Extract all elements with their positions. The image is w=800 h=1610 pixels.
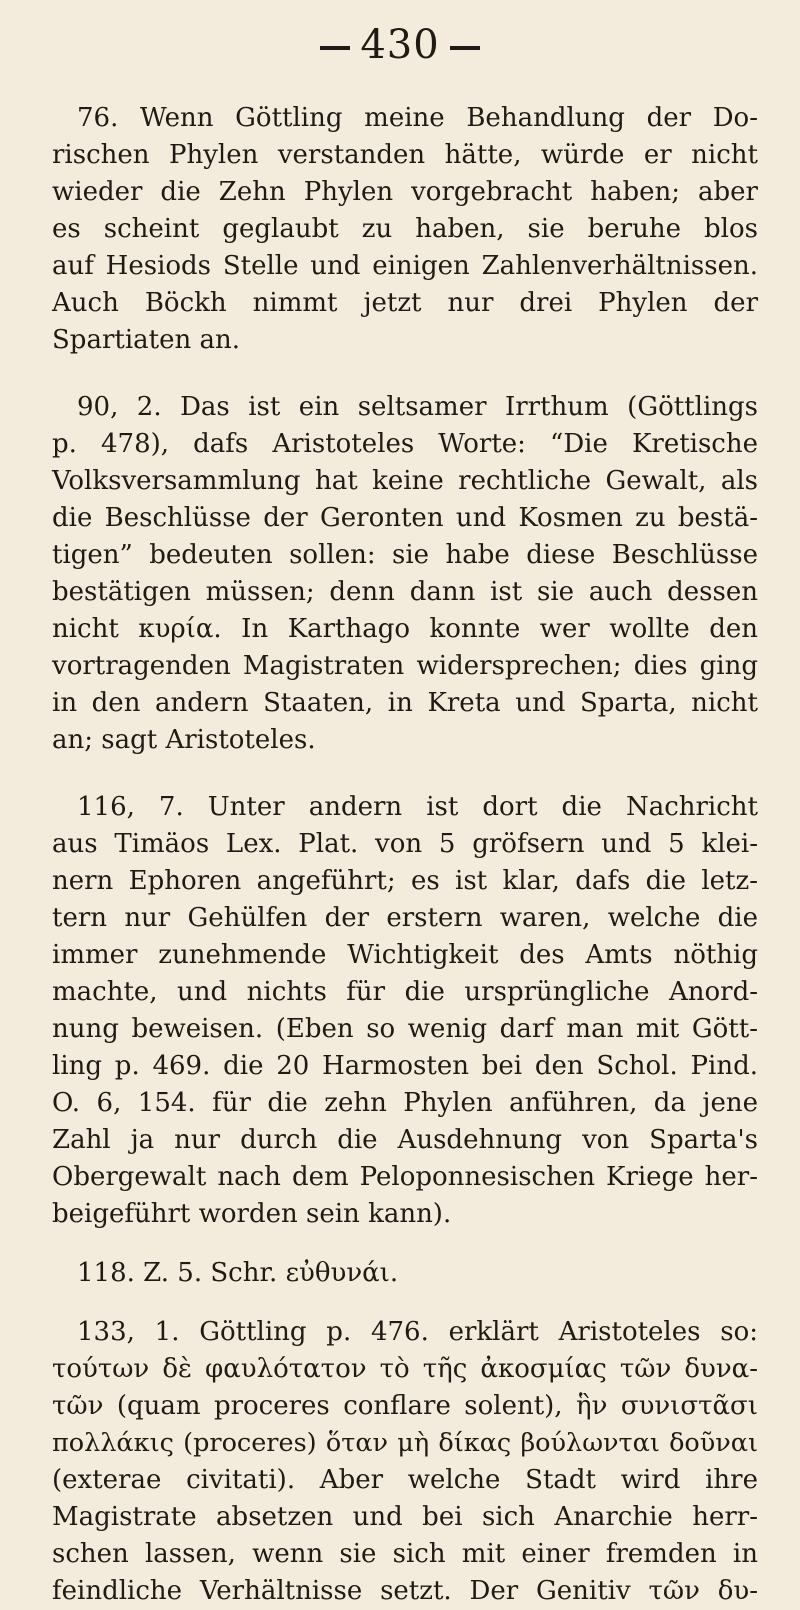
text-line: Obergewalt nach dem Peloponnesischen Kriege her- (52, 1162, 758, 1192)
paragraph-116 (52, 789, 758, 1233)
text-line: 133, 1. Göttling p. 476. erklärt Aristoteles so: (77, 1317, 758, 1347)
text-line: ling p. 469. die 20 Harmosten bei den Schol. Pind. (52, 1051, 758, 1081)
text-line: tern nur Gehülfen der erstern waren, welche die (52, 903, 758, 933)
text-line: 116, 7. Unter andern ist dort die Nachricht (77, 792, 758, 822)
text-line: p. 478), dafs Aristoteles Worte: “Die Kretische (52, 429, 758, 459)
header-dash-right (450, 46, 480, 50)
text-line: an; sagt Aristoteles. (52, 725, 316, 755)
text-line: O. 6, 154. für die zehn Phylen anführen, da jene (52, 1088, 758, 1118)
text-line: tigen” bedeuten sollen: sie habe diese Beschlüsse (52, 540, 758, 570)
text-line: beigeführt worden sein kann). (52, 1199, 452, 1229)
text-line: rischen Phylen verstanden hätte, würde er nicht (52, 140, 758, 170)
text-line: nicht κυρία. In Karthago konnte wer wollte den (52, 614, 758, 644)
text-line: feindliche Verhältnisse setzt. Der Genitiv τῶν δυ- (52, 1576, 758, 1606)
text-line: wieder die Zehn Phylen vorgebracht haben; aber (52, 177, 758, 207)
text-line: aus Timäos Lex. Plat. von 5 gröfsern und 5 klei- (52, 829, 758, 859)
text-line: machte, und nichts für die ursprüngliche Anord- (52, 977, 758, 1007)
paragraph-90 (52, 389, 758, 759)
text-line: nern Ephoren angeführt; es ist klar, dafs die letz- (52, 866, 758, 896)
text-line: in den andern Staaten, in Kreta und Sparta, nicht (52, 688, 758, 718)
text-line: bestätigen müssen; denn dann ist sie auch dessen (52, 577, 758, 607)
text-line: Volksversammlung hat keine rechtliche Gewalt, als (52, 466, 758, 496)
text-line: Spartiaten an. (52, 325, 241, 355)
text-line: τούτων δὲ φαυλότατον τὸ τῆς ἀκοσμίας τῶν δυνα- (52, 1354, 758, 1384)
paragraph-118 (52, 1255, 758, 1292)
text-line: Auch Böckh nimmt jetzt nur drei Phylen der (52, 288, 758, 318)
text-line: auf Hesiods Stelle und einigen Zahlenverhältnissen. (52, 251, 758, 281)
text-line: τῶν (quam proceres conflare solent), ἣν συνιστᾶσι (52, 1391, 758, 1421)
text-line: Magistrate absetzen und bei sich Anarchie herr- (52, 1502, 758, 1532)
text-line: 76. Wenn Göttling meine Behandlung der Do- (77, 103, 758, 133)
text-line: immer zunehmende Wichtigkeit des Amts nöthig (52, 940, 758, 970)
paragraph-133 (52, 1314, 758, 1610)
text-line: die Beschlüsse der Geronten und Kosmen zu bestä- (52, 503, 758, 533)
page-header (0, 22, 800, 68)
text-line: 90, 2. Das ist ein seltsamer Irrthum (Göttlings (77, 392, 758, 422)
text-line: es scheint geglaubt zu haben, sie beruhe blos (52, 214, 758, 244)
text-line: vortragenden Magistraten widersprechen; dies ging (52, 651, 758, 681)
page-body (52, 100, 758, 1610)
text-line: nung beweisen. (Eben so wenig darf man mit Gött- (52, 1014, 758, 1044)
header-dash-left (320, 46, 350, 50)
page-number: 430 (360, 22, 440, 68)
text-line: πολλάκις (proceres) ὅταν μὴ δίκας βούλωνται δοῦναι (52, 1428, 758, 1458)
text-line: (exterae civitati). Aber welche Stadt wird ihre (52, 1465, 758, 1495)
text-line: 118. Z. 5. Schr. εὐθυνάι. (77, 1258, 399, 1288)
text-line: Zahl ja nur durch die Ausdehnung von Sparta's (52, 1125, 758, 1155)
text-line: schen lassen, wenn sie sich mit einer fremden in (52, 1539, 758, 1569)
paragraph-76 (52, 100, 758, 359)
